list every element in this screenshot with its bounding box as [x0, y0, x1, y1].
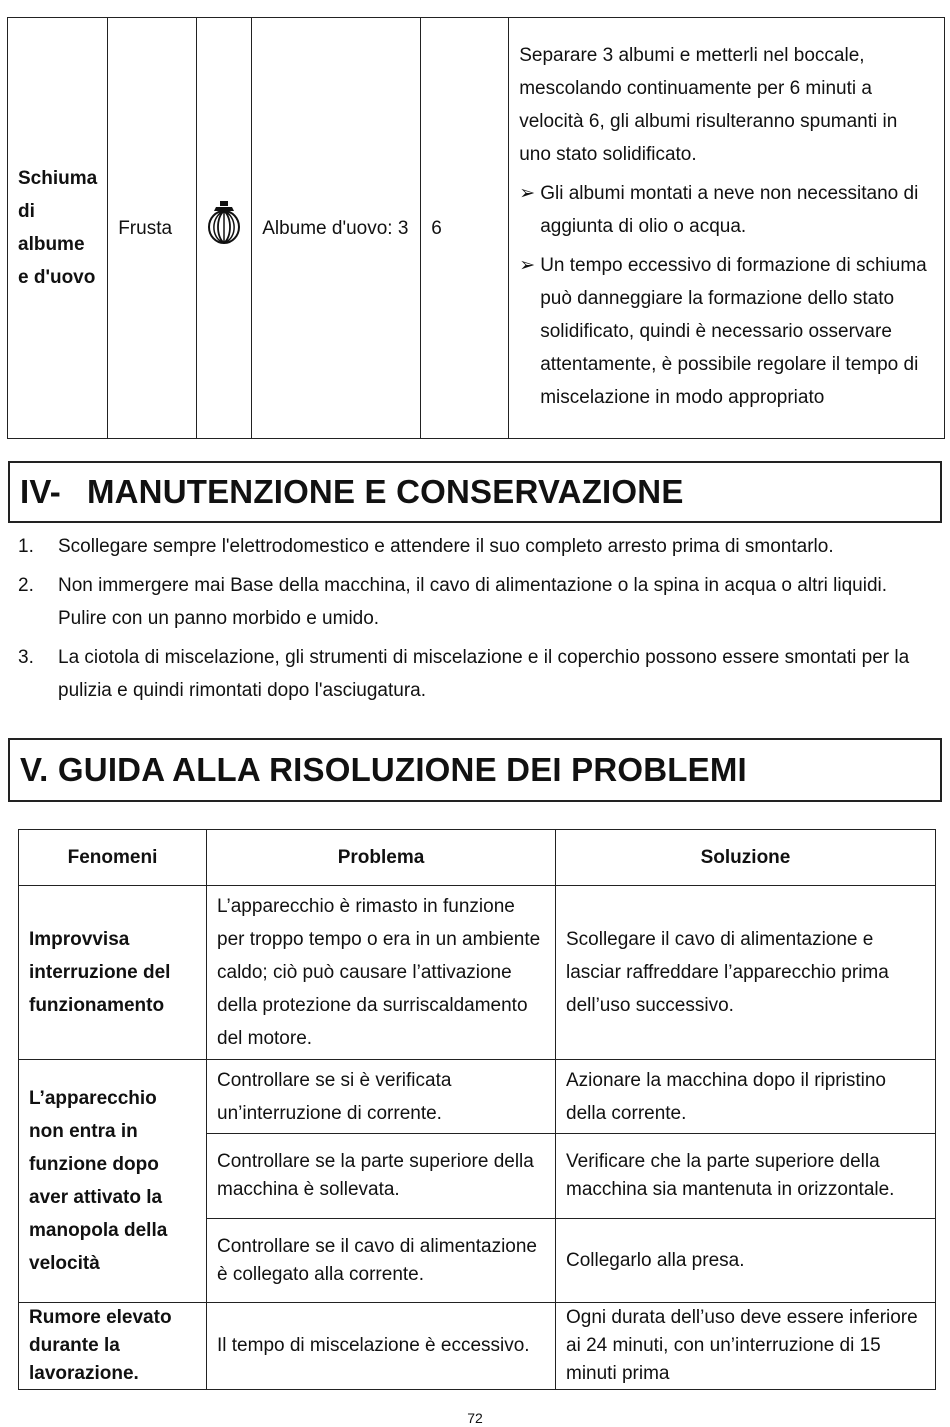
- recipe-note-text: Un tempo eccessivo di formazione di schiuma può danneggiare la formazione dello stato solidificato, quindi è necessario osservare attentamente, è possibile regolare il tempo di miscelazione in modo appropriato: [540, 254, 927, 408]
- recipe-description-cell: [509, 18, 945, 439]
- troubleshooting-table: [18, 829, 936, 1390]
- section-4-title: MANUTENZIONE E CONSERVAZIONE: [86, 473, 684, 510]
- maintenance-list: [18, 530, 933, 713]
- recipe-table: [7, 17, 945, 439]
- whisk-icon-graphic: [207, 200, 241, 246]
- list-item-index: 1.: [18, 536, 34, 557]
- solution-cell: Azionare la macchina dopo il ripristino della corrente.: [556, 1060, 936, 1134]
- table-header-row: [19, 830, 936, 886]
- list-item-index: 3.: [18, 647, 34, 668]
- problem-cell: Controllare se si è verificata un’interruzione di corrente.: [207, 1060, 556, 1134]
- solution-cell: Scollegare il cavo di alimentazione e lasciar raffreddare l’apparecchio prima dell’uso successivo.: [556, 886, 936, 1060]
- problem-cell: Controllare se il cavo di alimentazione è collegato alla corrente.: [207, 1219, 556, 1303]
- column-header-phenomena: Fenomeni: [19, 830, 207, 886]
- column-header-problem: Problema: [207, 830, 556, 886]
- phenomenon-cell: L’apparecchio non entra in funzione dopo aver attivato la manopola della velocità: [19, 1060, 207, 1303]
- section-5-header: [8, 738, 942, 802]
- page-number: 72: [467, 1410, 483, 1426]
- list-item: [18, 569, 933, 635]
- solution-cell: Ogni durata dell’uso deve essere inferiore ai 24 minuti, con un’interruzione di 15 minuti prima: [556, 1303, 936, 1390]
- problem-cell: Il tempo di miscelazione è eccessivo.: [207, 1303, 556, 1390]
- list-item-text: La ciotola di miscelazione, gli strumenti di miscelazione e il coperchio possono essere smontati per la pulizia e quindi rimontati dopo l'asciugatura.: [58, 647, 910, 701]
- section-4-number: IV-: [20, 473, 61, 510]
- whisk-icon: [197, 18, 252, 439]
- table-row: [8, 18, 945, 439]
- recipe-name: Schiuma di albume e d'uovo: [8, 18, 108, 439]
- list-item: [18, 530, 933, 563]
- list-item-text: Non immergere mai Base della macchina, il cavo di alimentazione o la spina in acqua o altri liquidi. Pulire con un panno morbido e umido.: [58, 575, 888, 629]
- bullet-arrow-icon: ➢: [519, 182, 536, 204]
- phenomenon-cell: Improvvisa interruzione del funzionamento: [19, 886, 207, 1060]
- section-5-title: V. GUIDA ALLA RISOLUZIONE DEI PROBLEMI: [20, 751, 747, 788]
- recipe-note: [519, 177, 934, 243]
- recipe-ingredient: Albume d'uovo: 3: [252, 18, 421, 439]
- recipe-note-text: Gli albumi montati a neve non necessitano di aggiunta di olio o acqua.: [540, 182, 919, 237]
- list-item-text: Scollegare sempre l'elettrodomestico e attendere il suo completo arresto prima di smontarlo.: [58, 536, 834, 557]
- recipe-description: Separare 3 albumi e metterli nel boccale, mescolando continuamente per 6 minuti a velocità 6, gli albumi risulteranno spumanti in uno stato solidificato.: [519, 44, 898, 165]
- solution-cell: Verificare che la parte superiore della macchina sia mantenuta in orizzontale.: [556, 1134, 936, 1219]
- recipe-speed: 6: [421, 18, 509, 439]
- section-4-header: [8, 461, 942, 523]
- bullet-arrow-icon: ➢: [519, 254, 536, 276]
- column-header-solution: Soluzione: [556, 830, 936, 886]
- problem-cell: Controllare se la parte superiore della macchina è sollevata.: [207, 1134, 556, 1219]
- phenomenon-cell: Rumore elevato durante la lavorazione.: [19, 1303, 207, 1390]
- solution-cell: Collegarlo alla presa.: [556, 1219, 936, 1303]
- list-item: [18, 641, 933, 707]
- problem-cell: L’apparecchio è rimasto in funzione per troppo tempo o era in un ambiente caldo; ciò può causare l’attivazione della protezione da surriscaldamento del motore.: [207, 886, 556, 1060]
- table-row: [19, 1303, 936, 1390]
- recipe-note: [519, 249, 934, 414]
- table-row: [19, 886, 936, 1060]
- list-item-index: 2.: [18, 575, 34, 596]
- table-row: [19, 1060, 936, 1134]
- recipe-tool: Frusta: [108, 18, 197, 439]
